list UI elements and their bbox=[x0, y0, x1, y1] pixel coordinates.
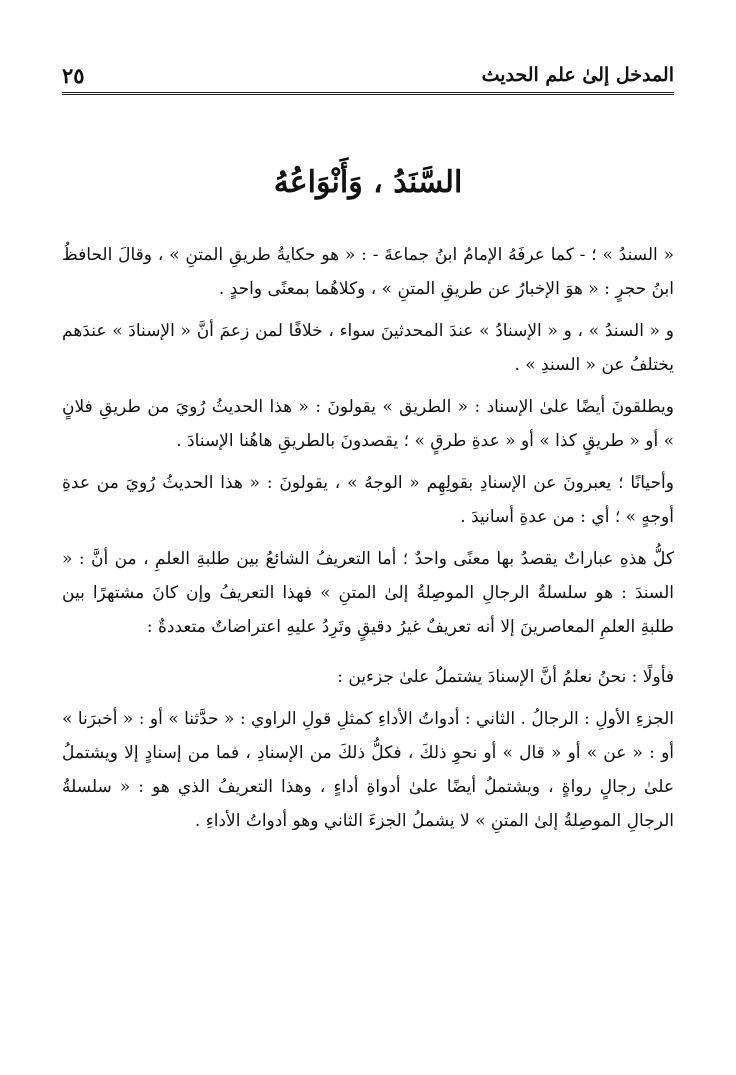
paragraph: ويطلقونَ أيضًا علىٰ الإسناد : « الطريق » يقولونَ : « هذا الحديثُ رُويَ من طريقِ فلانٍ » أو « طريقٍ كذا » أو « عدةِ طرقٍ » ؛ يقصدونَ بالطريقِ هاهُنا الإسنادَ . bbox=[62, 397, 674, 451]
paragraph: وأحيانًا ؛ يعبرونَ عن الإسنادِ بقولِهِم « الوجهُ » ، يقولونَ : « هذا الحديثُ رُويَ من عدةِ أوجهٍ » ؛ أي : من عدةِ أسانيدَ . bbox=[62, 473, 674, 527]
paragraph: « السندُ » ؛ - كما عرفَهُ الإمامُ ابنُ جماعةَ - : « هو حكايةُ طريقِ المتنِ » ، وقالَ الحافظُ ابنُ حجرٍ : « هوَ الإخبارُ عن طريقِ المتنِ » ، وكلاهُما بمعنًى واحدٍ . bbox=[62, 245, 674, 299]
paragraph: الجزءِ الأولِ : الرجالُ . الثاني : أدواتُ الأداءِ كمثلِ قولِ الراوي : « حدَّثنا » أو : « أخبرَنا » أو : « عن » أو « قال » أو نحوِ ذلكَ ، فكلُّ ذلكَ من الإسنادِ ، فما من إسنادٍ إلا ويشتملُ علىٰ رجالٍ رواةٍ ، ويشتملُ أيضًا علىٰ أدواةِ أداءٍ ، وهذا التعريفُ الذي هو : « سلسلةُ الرجالِ الموصِلةُ إلىٰ المتنِ » لا يشملُ الجزءَ الثاني وهو أدواتُ الأداءِ . bbox=[62, 709, 674, 831]
body-text bbox=[62, 238, 674, 846]
chapter-title: السَّنَدُ ، وَأَنْوَاعُهُ bbox=[273, 165, 463, 200]
page-number: ٢٥ bbox=[62, 62, 85, 88]
paragraph: كلُّ هذهِ عباراتٌ يقصدُ بها معنًى واحدٌ ؛ أما التعريفُ الشائعُ بين طلبةِ العلمِ ، من أنَّ : « السندَ : هو سلسلةُ الرجالِ الموصِلةُ إلىٰ المتنِ » فهذا التعريفُ وإن كانَ مشتهرًا بين طلبةِ العلمِ المعاصرينَ إلا أنه تعريفٌ غيرُ دقيقٍ وتَرِدُ عليهِ اعتراضاتٌ متعددةٌ : bbox=[62, 549, 674, 637]
paragraph: فأولًا : نحنُ نعلمُ أنَّ الإسنادَ يشتملُ علىٰ جزءين : bbox=[337, 667, 674, 687]
page-header bbox=[62, 58, 674, 95]
running-title: المدخل إلىٰ علم الحديث bbox=[481, 64, 674, 86]
paragraph: و « السندُ » ، و « الإسنادُ » عندَ المحدثينَ سواء ، خلافًا لمن زعمَ أنَّ « الإسنادَ » عندَهم يختلفُ عن « السندِ » . bbox=[62, 321, 674, 375]
